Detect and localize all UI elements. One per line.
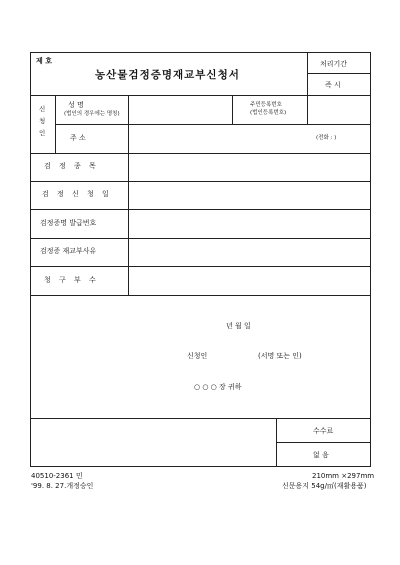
certificate-number-label: 검정증명 발급번호 [40,219,97,227]
phone-label: (전화 : ) [316,135,337,141]
processing-period-value: 즉 시 [325,81,341,89]
fee-label: 수수료 [313,427,334,435]
fee-middle-border [276,442,371,443]
inspection-date-label: 검 정 신 청 일 [42,190,112,198]
reissue-reason-label: 검정증 재교부사유 [40,247,97,255]
inspection-item-label: 검 정 종 목 [44,162,99,170]
inspection-date-field[interactable] [129,182,370,208]
resident-number-field[interactable] [308,96,370,123]
paper-size: 210mm ×297mm [312,472,375,480]
approval-note: '99. 8. 27.개정승인 [31,482,94,490]
paper-type: 신문용지 54g/㎡(재활용품) [282,482,367,490]
certificate-number-field[interactable] [129,210,370,237]
applicant-sign-label: 신청인 [187,352,208,360]
reissue-reason-field[interactable] [129,239,370,265]
address-field[interactable] [129,125,309,152]
address-label: 주 소 [70,134,86,142]
document-number-label: 제 호 [36,57,52,65]
form-code: 40510-2361 민 [31,472,83,480]
applicant-group-label: 신 청 인 [39,105,46,137]
fee-value: 없 음 [313,451,329,459]
signature-field[interactable]: (서명 또는 인) [258,352,302,360]
name-label: 성 명 [68,101,84,109]
copies-requested-field[interactable] [129,267,370,294]
date-label: 년 월 일 [226,322,251,330]
fee-top-border [30,418,371,419]
name-sublabel: (법인의 경우에는 명칭) [64,111,120,117]
header-divider-right [307,73,371,74]
processing-period-label: 처리기간 [320,60,348,68]
resident-label-left [232,95,233,124]
resident-number-sublabel: (법인등록번호) [250,110,287,116]
name-field[interactable] [129,96,231,123]
copies-requested-label: 청 구 부 수 [44,276,99,284]
recipient-label: ○ ○ ○ 장 귀하 [194,383,242,391]
form-title: 농산물검정증명재교부신청서 [95,69,240,81]
resident-number-label: 주민등록번호 [250,102,282,108]
rows-bottom-border [30,295,371,296]
inspection-item-field[interactable] [129,154,370,180]
